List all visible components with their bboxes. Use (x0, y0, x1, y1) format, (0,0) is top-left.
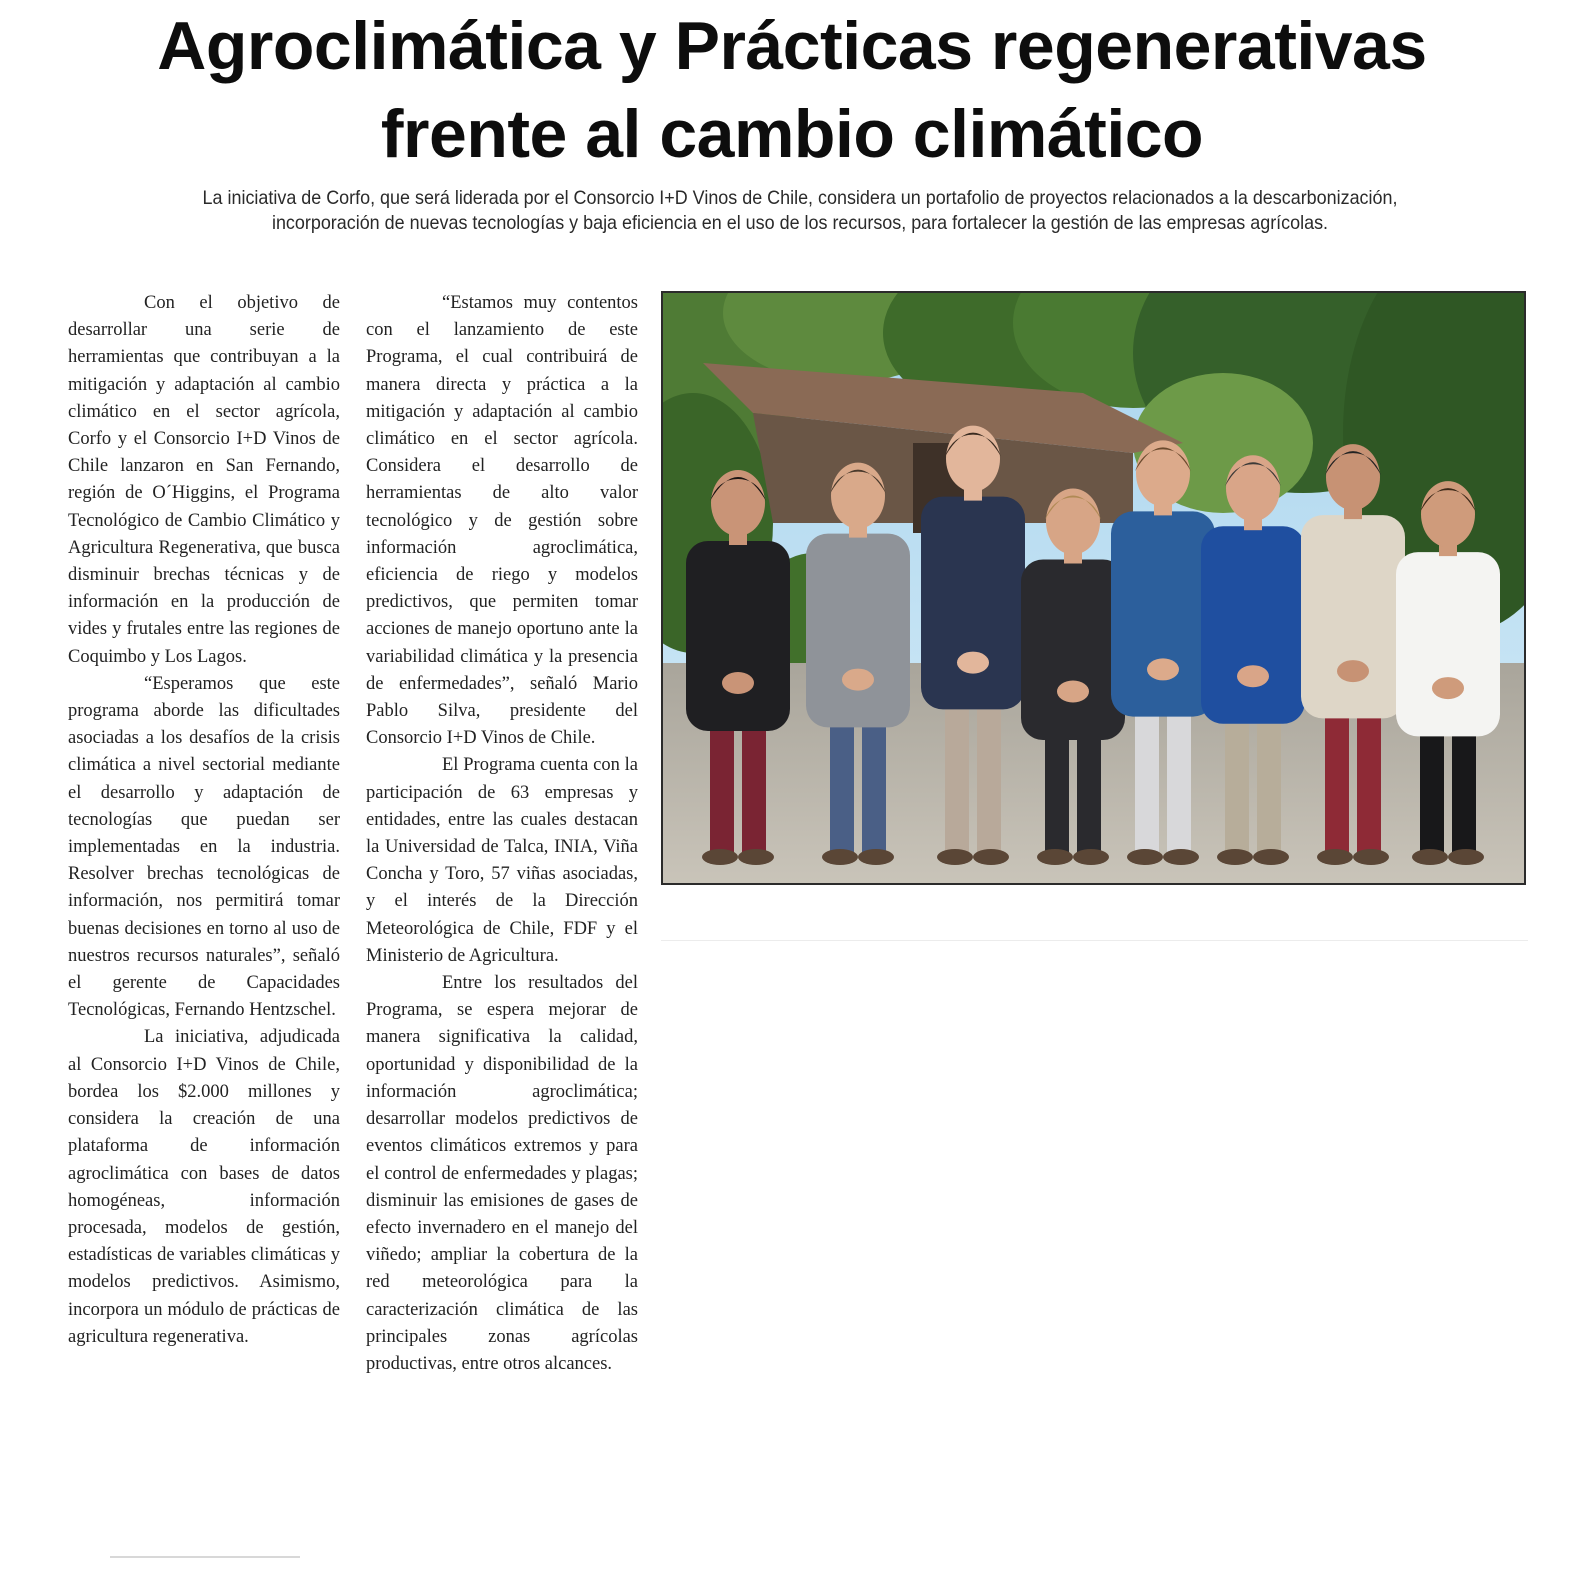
subheadline-line-2: incorporación de nuevas tecnologías y baja eficiencia en el uso de los recursos, para fortalecer la gestión de las empresas agrícolas. (271, 212, 1329, 234)
body-column-2 (366, 290, 638, 1378)
paragraph: “Estamos muy contentos con el lanzamiento de este Programa, el cual contribuirá de manera directa y práctica a la mitigación y adaptación al cambio climático en el sector agrícola. Considera el desarrollo de herramientas de alto valor tecnológico y de gestión sobre información agroclimática, eficiencia de riego y modelos predictivos, que permiten tomar acciones de manejo oportuno ante la variabilidad climática y la presencia de enfermedades”, señaló Mario Pablo Silva, presidente del Consorcio I+D Vinos de Chile. (366, 293, 638, 749)
divider (661, 940, 1528, 941)
subheadline (156, 186, 1444, 236)
group-photo-illustration (663, 293, 1524, 883)
paragraph: Con el objetivo de desarrollar una serie de herramientas que contribuyan a la mitigación y adaptación al cambio climático en el sector agrícola, Corfo y el Consorcio I+D Vinos de Chile lanzaron en San Fernando, región de O´Higgins, el Programa Tecnológico de Cambio Climático y Agricultura Regenerativa, que busca disminuir brechas técnicas y de información en la producción de vides y frutales entre las regiones de Coquimbo y Los Lagos. (68, 293, 340, 667)
group-photo (661, 291, 1526, 885)
paragraph: Entre los resultados del Programa, se espera mejorar de manera significativa la calidad, oportunidad y disponibilidad de la información agroclimática; desarrollar modelos predictivos de eventos climáticos extremos y para el control de enfermedades y plagas; disminuir las emisiones de gases de efecto invernadero en el manejo del viñedo; ampliar la cobertura de la red meteorológica para la caracterización climática de las principales zonas agrícolas productivas, entre otros alcances. (366, 973, 638, 1374)
headline-line-1: Agroclimática y Prácticas regenerativas (157, 8, 1427, 84)
headline-line-2: frente al cambio climático (380, 96, 1204, 172)
paragraph: La iniciativa, adjudicada al Consorcio I+D Vinos de Chile, bordea los $2.000 millones y considera la creación de una plataforma de información agroclimática con bases de datos homogéneas, información procesada, modelos de gestión, estadísticas de variables climáticas y modelos predictivos. Asimismo, incorpora un módulo de prácticas de agricultura regenerativa. (68, 1027, 340, 1347)
headline (0, 2, 1584, 178)
body-column-1 (68, 290, 340, 1351)
footer-rule (110, 1556, 300, 1558)
paragraph: “Esperamos que este programa aborde las dificultades asociadas a los desafíos de la crisis climática a nivel sectorial mediante el desarrollo y adaptación de tecnologías que puedan ser implementadas en la industria. Resolver brechas tecnológicas de información, nos permitirá tomar buenas decisiones en torno al uso de nuestros recursos naturales”, señaló el gerente de Capacidades Tecnológicas, Fernando Hentzschel. (68, 673, 340, 1021)
paragraph: El Programa cuenta con la participación de 63 empresas y entidades, entre las cuales destacan la Universidad de Talca, INIA, Viña Concha y Toro, 57 viñas asociadas, y el interés de la Dirección Meteorológica de Chile, FDF y el Ministerio de Agricultura. (366, 755, 638, 966)
subheadline-line-1: La iniciativa de Corfo, que será liderada por el Consorcio I+D Vinos de Chile, considera un portafolio de proyectos relacionados a la descarbonización, (202, 187, 1398, 209)
